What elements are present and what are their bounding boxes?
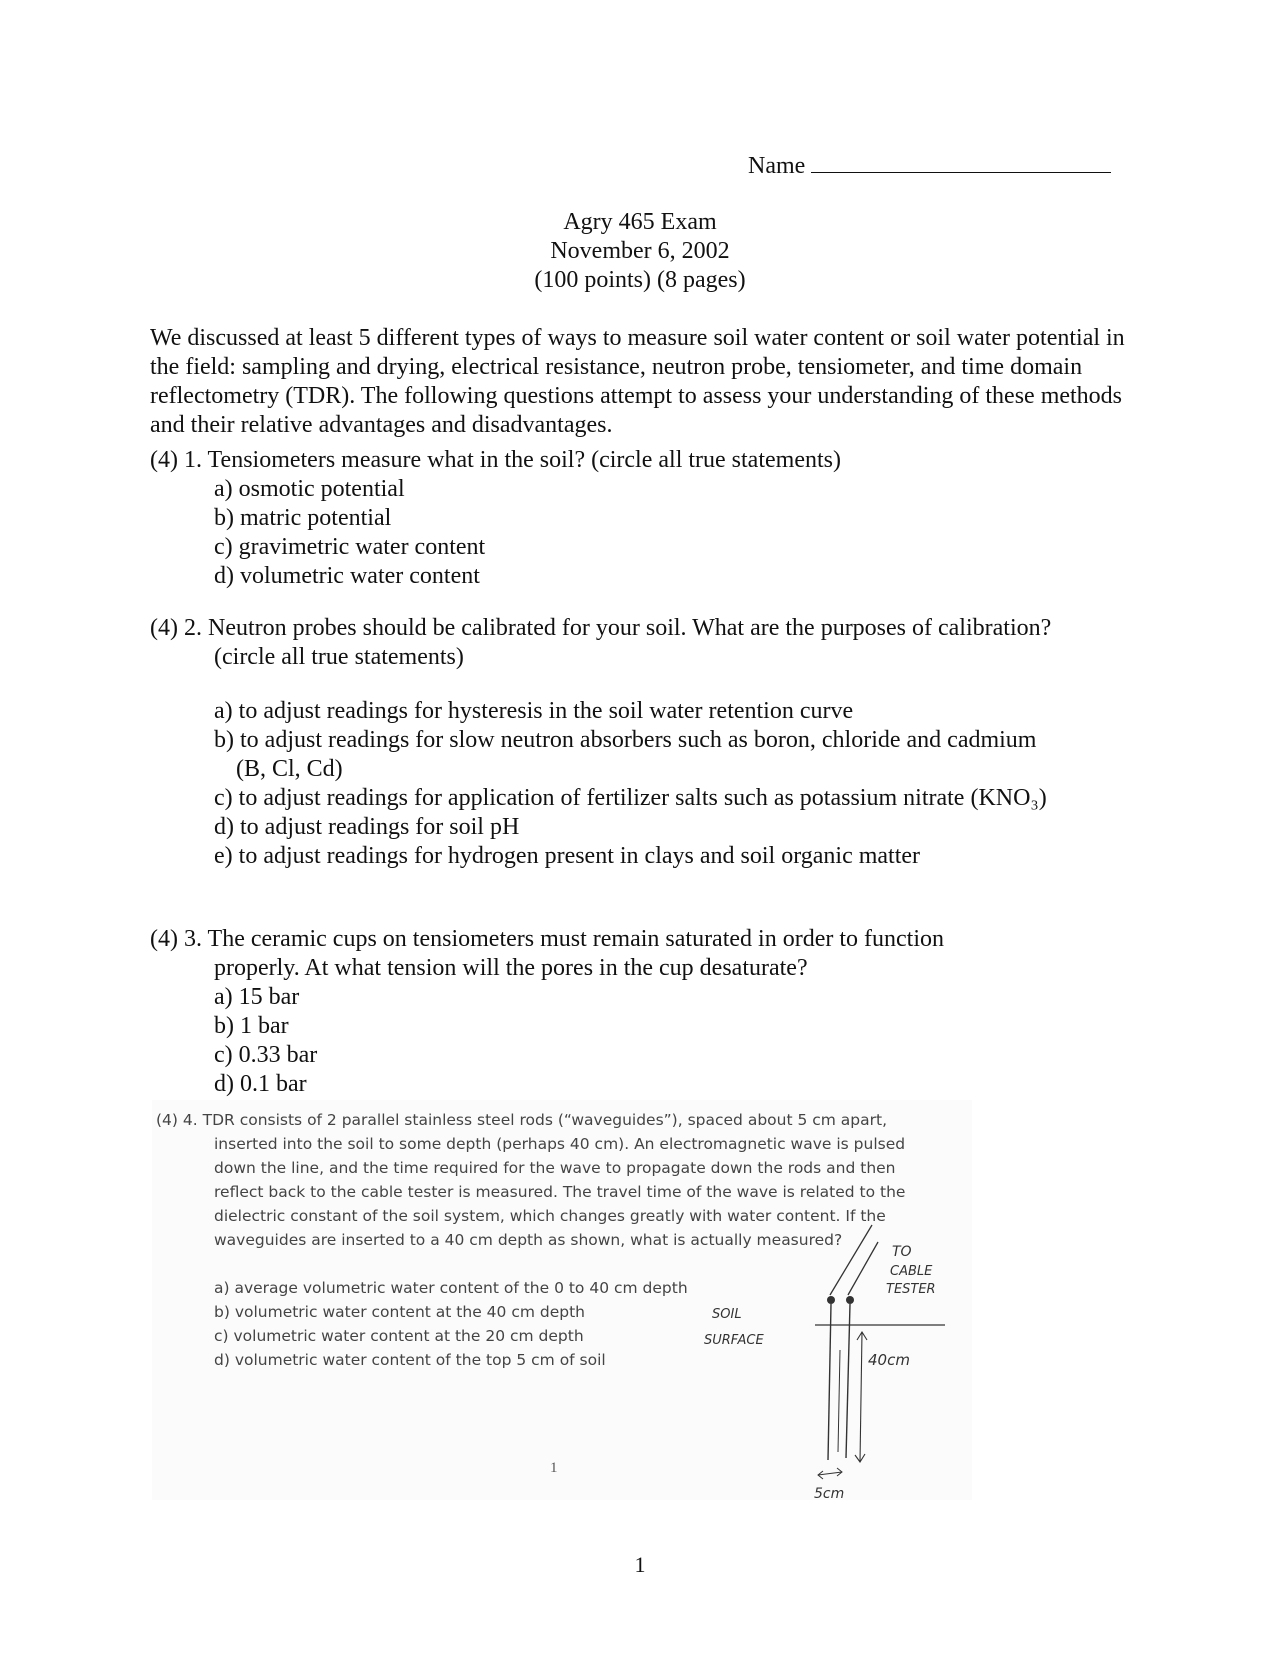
question-4-line-3: down the line, and the time required for the wave to propagate down the rods and then [214, 1159, 896, 1177]
question-2-option-e: e) to adjust readings for hydrogen present in clays and soil organic matter [214, 843, 921, 869]
question-4-option-a: a) average volumetric water content of the 0 to 40 cm depth [214, 1279, 688, 1297]
question-3 [150, 925, 1130, 1099]
connector-right [846, 1296, 854, 1304]
label-tester: TESTER [886, 1282, 936, 1297]
question-4-options [214, 1276, 714, 1372]
question-3-stem: (4) 3. The ceramic cups on tensiometers must remain saturated in order to function [150, 926, 944, 952]
rod-right [846, 1304, 850, 1458]
intro-paragraph: We discussed at least 5 different types of ways to measure soil water content or soil water potential in the field: sampling and drying, electrical resistance, neutron probe, tensiometer, and time domain reflectometry (TDR). The following questions attempt to assess your understanding of these methods and their relative advantages and disadvantages. [150, 325, 1125, 438]
question-4-line-2: inserted into the soil to some depth (perhaps 40 cm). An electromagnetic wave is pulsed [214, 1135, 906, 1153]
question-2 [150, 614, 1130, 871]
question-2-option-a: a) to adjust readings for hysteresis in the soil water retention curve [214, 698, 854, 724]
cable-line-right [848, 1242, 878, 1295]
label-cable: CABLE [890, 1264, 933, 1279]
page-number: 1 [634, 1552, 646, 1577]
question-4-option-d: d) volumetric water content of the top 5 cm of soil [214, 1351, 606, 1369]
question-4-option-c: c) volumetric water content at the 20 cm depth [214, 1327, 584, 1345]
question-3-option-c: c) 0.33 bar [214, 1042, 318, 1068]
question-1-option-d: d) volumetric water content [214, 563, 480, 589]
question-4-option-b: b) volumetric water content at the 40 cm depth [214, 1303, 585, 1321]
label-spacing: 5cm [814, 1486, 845, 1502]
question-1-option-c: c) gravimetric water content [214, 534, 486, 560]
exam-info: (100 points) (8 pages) [534, 267, 746, 293]
label-soil: SOIL [712, 1307, 742, 1322]
rod-left [828, 1304, 831, 1460]
cable-line-left [830, 1225, 872, 1295]
question-1 [150, 446, 1130, 591]
scan-page-number: 1 [550, 1460, 558, 1476]
name-blank-line[interactable] [811, 150, 1111, 173]
question-3-option-b: b) 1 bar [214, 1013, 289, 1039]
question-2-option-d: d) to adjust readings for soil pH [214, 814, 520, 840]
label-surface: SURFACE [704, 1333, 764, 1348]
label-to: TO [892, 1244, 912, 1260]
question-1-option-b: b) matric potential [214, 505, 392, 531]
question-3-option-a: a) 15 bar [214, 984, 300, 1010]
question-4-line-4: reflect back to the cable tester is measured. The travel time of the wave is related to the [214, 1183, 906, 1201]
question-4-line-1: (4) 4. TDR consists of 2 parallel stainless steel rods (“waveguides”), spaced about 5 cm apart, [156, 1111, 888, 1129]
name-label: Name [748, 153, 806, 179]
question-3-stem-cont: properly. At what tension will the pores in the cup desaturate? [214, 955, 808, 981]
question-2-option-b-cont: (B, Cl, Cd) [236, 756, 343, 782]
question-1-stem: (4) 1. Tensiometers measure what in the soil? (circle all true statements) [150, 447, 841, 473]
label-depth: 40cm [868, 1351, 910, 1369]
question-2-option-b: b) to adjust readings for slow neutron absorbers such as boron, chloride and cadmium [214, 727, 1037, 753]
question-2-stem-cont: (circle all true statements) [214, 644, 464, 670]
exam-title-block [0, 208, 1280, 295]
question-2-stem: (4) 2. Neutron probes should be calibrated for your soil. What are the purposes of calibration? [150, 615, 1052, 641]
question-4-line-6: waveguides are inserted to a 40 cm depth as shown, what is actually measured? [214, 1231, 843, 1249]
rod-mark [838, 1350, 840, 1452]
connector-left [827, 1296, 835, 1304]
exam-date: November 6, 2002 [550, 238, 730, 264]
question-2-option-c: c) to adjust readings for application of fertilizer salts such as potassium nitrate (KNO₃) [214, 785, 1047, 811]
name-field [748, 150, 1111, 180]
tdr-diagram [700, 1220, 960, 1510]
question-3-option-d: d) 0.1 bar [214, 1071, 307, 1097]
depth-arrow-line [860, 1332, 862, 1462]
question-1-option-a: a) osmotic potential [214, 476, 405, 502]
course-title: Agry 465 Exam [563, 209, 717, 235]
question-4-line-5: dielectric constant of the soil system, which changes greatly with water content. If the [214, 1207, 886, 1225]
